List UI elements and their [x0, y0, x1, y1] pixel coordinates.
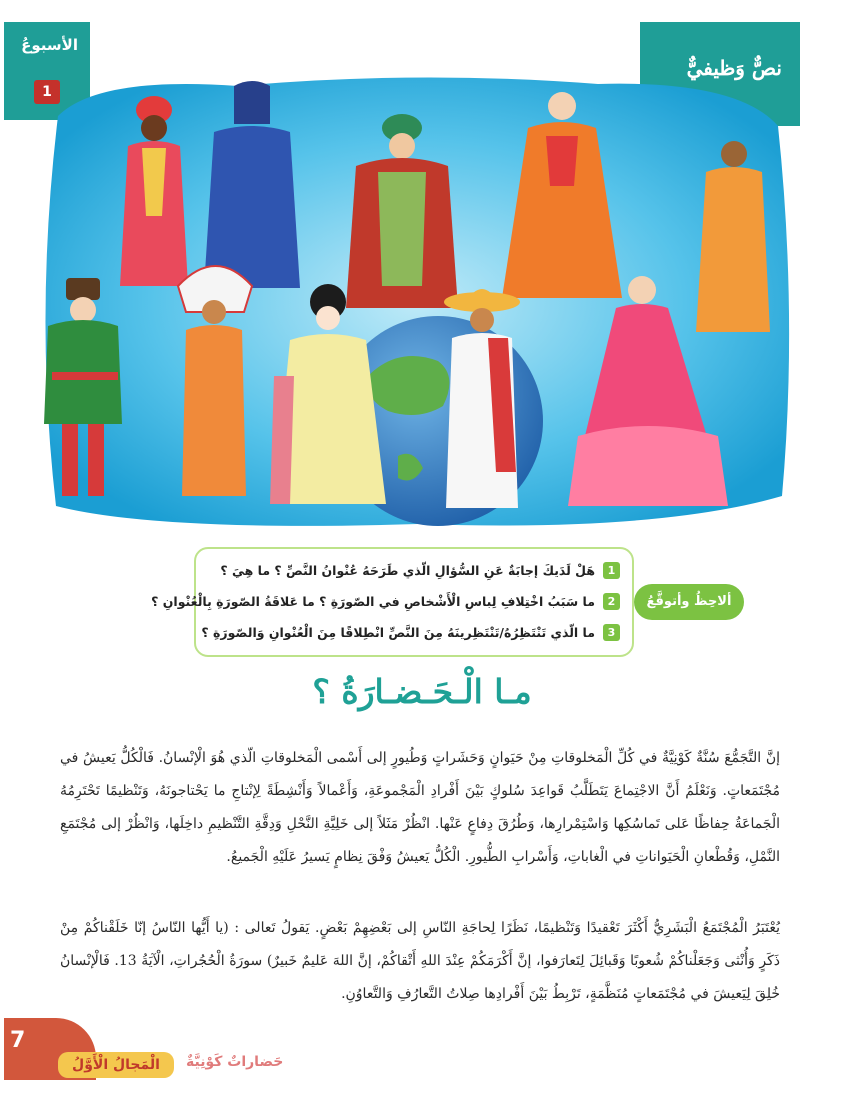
question-row-3 — [201, 624, 620, 641]
week-number-badge: 1 — [34, 80, 60, 104]
question-number: 2 — [603, 593, 620, 610]
question-row-2 — [151, 593, 620, 610]
paragraph-1: إنَّ التَّجَمُّعَ سُنَّةٌ كَوْنِيَّةٌ في كُلِّ الْمَخلوقاتِ مِنْ حَيَوانٍ وَحَشَراتٍ وَطُيورٍ إلى أَسْمى الْمَخلوقاتِ الّذي هُوَ الْإنْسانُ. فَالْكُلُّ يَعيشُ في مُجْتَمَعاتٍ. وَنَعْلَمُ أَنَّ الاجْتِماعَ يَتَطَلَّبُ قَواعِدَ سُلوكٍ بَيْنَ أَفْرادِ الْمَجْموعَةِ، وَأَعْمالاً وَأَنْشِطَةً لِإنْتاجِ ما يَحْتاجونَهُ، وَتَنْظيمًا تَحْتَرِمُهُ الْجَماعَةُ حِفاظًا عَلى تَماسُكِها وَاسْتِمْرارِها، وَطُرُقَ دِفاعٍ عَنْها. انْظُرْ مَثَلاً إلى خَلِيَّةِ النَّحْلِ وَدِقَّةِ التَّنْظيمِ داخِلَها، وَانْظُرْ إلى مُجْتَمَعِ النَّمْلِ، وَقُطْعانِ الْحَيَواناتِ في الْغاباتِ، وَأَسْرابِ الطُّيورِ. الْكُلُّ يَعيشُ وَفْقَ نِظامٍ يَسيرُ عَلَيْهِ الْجَميعُ. — [60, 750, 780, 865]
question-text: هَلْ لَدَيكَ إجابَةٌ عَنِ السُّؤالِ الّذي طَرَحَهُ عُنْوانُ النَّصِّ ؟ ما هِيَ ؟ — [220, 563, 595, 578]
question-number: 3 — [603, 624, 620, 641]
footer-theme-label: حَضاراتٌ كَوْنِيَّةٌ — [186, 1054, 284, 1070]
illustration-svg — [38, 76, 792, 528]
questions-box — [151, 547, 634, 657]
paragraph-2: يُعْتَبَرُ الْمُجْتَمَعُ الْبَشَرِيُّ أَكْثَرَ تَعْقيدًا وَتَنْظيمًا، نَظَرًا لِحاجَةِ النّاسِ إلى بَعْضِهِمْ بَعْضٍ. يَقولُ تَعالى : (يا أَيُّها النّاسُ إنّا خَلَقْناكُمْ مِنْ ذَكَرٍ وَأُنْثى وَجَعَلْناكُمْ شُعوبًا وَقَبائِلَ لِتَعارَفوا، إنَّ أَكْرَمَكُمْ عِنْدَ اللهِ أَتْقاكُمْ، إنَّ اللهَ عَليمٌ خَبيرٌ) سورَةُ الْحُجُراتِ، الْآيَةُ 13. فَالْإنْسانُ خُلِقَ لِيَعيشَ في مُجْتَمَعاتٍ مُنَظَّمَةٍ، تَرْبِطُ بَيْنَ أَفْرادِها صِلاتُ التَّعارُفِ وَالتَّعاوُنِ. — [60, 920, 781, 1002]
world-costumes-illustration — [38, 76, 792, 528]
lesson-title: مـا الْـحَـضـارَةُ ؟ — [312, 672, 532, 711]
question-text: ما الّذي تَنْتَظِرُهُ/تَنْتَظِرينَهُ مِنَ النَّصِّ انْطِلاقًا مِنَ الْعُنْوانِ وَالصّورَةِ ؟ — [201, 625, 595, 640]
text-type-label: نصٌّ وَظيفيٌّ — [686, 56, 782, 80]
question-row-1 — [220, 562, 620, 579]
week-label: الأسبوعُ — [21, 36, 78, 54]
question-text: ما سَبَبُ اخْتِلافِ لِباسِ الْأَشْخاصِ في الصّورَةِ ؟ ما عَلاقَةُ الصّورَةِ بِالْعُنْوانِ ؟ — [151, 594, 595, 609]
observe-predict-tag: ألاحِظُ وأتوقَّعُ — [634, 584, 744, 620]
footer-domain-label: الْمَجالُ الْأَوَّلُ — [58, 1052, 174, 1078]
page-number: 7 — [10, 1028, 26, 1053]
figure-native-america — [178, 266, 252, 496]
question-number: 1 — [603, 562, 620, 579]
